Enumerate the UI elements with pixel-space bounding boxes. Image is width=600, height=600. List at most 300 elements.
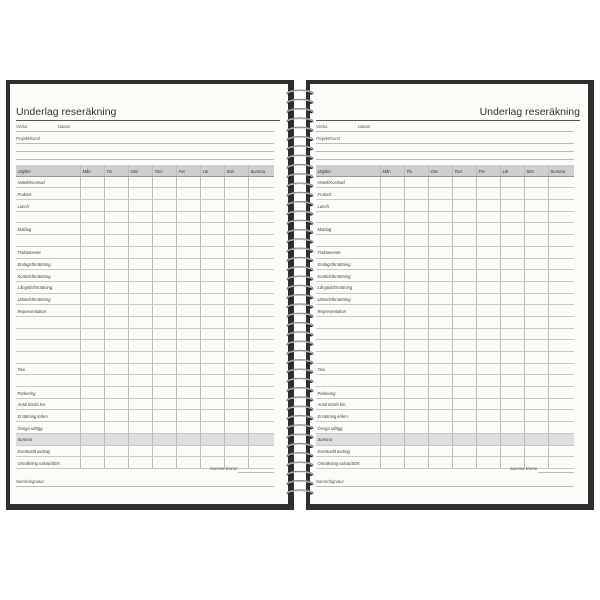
- entry-cell[interactable]: [105, 410, 129, 421]
- entry-cell[interactable]: [81, 188, 105, 199]
- entry-cell[interactable]: [81, 457, 105, 468]
- entry-cell[interactable]: [549, 410, 574, 421]
- entry-cell[interactable]: [405, 364, 429, 375]
- entry-cell[interactable]: [525, 352, 549, 363]
- entry-cell[interactable]: [225, 177, 249, 188]
- entry-cell[interactable]: [129, 270, 153, 281]
- entry-cell[interactable]: [549, 340, 574, 351]
- entry-cell[interactable]: [477, 329, 501, 340]
- entry-cell[interactable]: [405, 446, 429, 457]
- entry-cell[interactable]: [381, 446, 405, 457]
- entry-cell[interactable]: [177, 223, 201, 234]
- entry-cell[interactable]: [225, 375, 249, 386]
- entry-cell[interactable]: [453, 177, 477, 188]
- entry-cell[interactable]: [177, 270, 201, 281]
- signature-field[interactable]: [16, 486, 274, 487]
- entry-cell[interactable]: [153, 317, 177, 328]
- entry-cell[interactable]: [381, 434, 405, 445]
- entry-cell[interactable]: [225, 410, 249, 421]
- entry-cell[interactable]: [105, 422, 129, 433]
- entry-cell[interactable]: [477, 446, 501, 457]
- week-date-field[interactable]: [316, 131, 574, 132]
- entry-cell[interactable]: [105, 223, 129, 234]
- entry-cell[interactable]: [381, 223, 405, 234]
- project-field-line[interactable]: [316, 159, 574, 160]
- entry-cell[interactable]: [549, 422, 574, 433]
- entry-cell[interactable]: [453, 247, 477, 258]
- entry-cell[interactable]: [405, 305, 429, 316]
- entry-cell[interactable]: [525, 434, 549, 445]
- entry-cell[interactable]: [81, 259, 105, 270]
- entry-cell[interactable]: [549, 364, 574, 375]
- entry-cell[interactable]: [453, 340, 477, 351]
- entry-cell[interactable]: [501, 247, 525, 258]
- entry-cell[interactable]: [501, 387, 525, 398]
- entry-cell[interactable]: [381, 212, 405, 223]
- entry-cell[interactable]: [201, 399, 225, 410]
- entry-cell[interactable]: [81, 387, 105, 398]
- entry-cell[interactable]: [177, 329, 201, 340]
- entry-cell[interactable]: [501, 352, 525, 363]
- entry-cell[interactable]: [381, 364, 405, 375]
- entry-cell[interactable]: [549, 352, 574, 363]
- entry-cell[interactable]: [105, 188, 129, 199]
- entry-cell[interactable]: [501, 305, 525, 316]
- entry-cell[interactable]: [129, 235, 153, 246]
- entry-cell[interactable]: [105, 235, 129, 246]
- entry-cell[interactable]: [405, 340, 429, 351]
- entry-cell[interactable]: [501, 340, 525, 351]
- entry-cell[interactable]: [405, 188, 429, 199]
- entry-cell[interactable]: [81, 364, 105, 375]
- entry-cell[interactable]: [501, 364, 525, 375]
- entry-cell[interactable]: [501, 434, 525, 445]
- entry-cell[interactable]: [153, 375, 177, 386]
- entry-cell[interactable]: [429, 399, 453, 410]
- entry-cell[interactable]: [525, 364, 549, 375]
- entry-cell[interactable]: [129, 422, 153, 433]
- entry-cell[interactable]: [249, 282, 274, 293]
- entry-cell[interactable]: [225, 235, 249, 246]
- entry-cell[interactable]: [477, 434, 501, 445]
- entry-cell[interactable]: [405, 317, 429, 328]
- entry-cell[interactable]: [429, 223, 453, 234]
- entry-cell[interactable]: [453, 259, 477, 270]
- entry-cell[interactable]: [549, 375, 574, 386]
- entry-cell[interactable]: [201, 212, 225, 223]
- entry-cell[interactable]: [225, 364, 249, 375]
- entry-cell[interactable]: [105, 387, 129, 398]
- entry-cell[interactable]: [81, 212, 105, 223]
- entry-cell[interactable]: [201, 434, 225, 445]
- entry-cell[interactable]: [549, 235, 574, 246]
- entry-cell[interactable]: [405, 457, 429, 468]
- entry-cell[interactable]: [405, 223, 429, 234]
- entry-cell[interactable]: [201, 422, 225, 433]
- entry-cell[interactable]: [477, 422, 501, 433]
- entry-cell[interactable]: [477, 364, 501, 375]
- entry-cell[interactable]: [549, 200, 574, 211]
- entry-cell[interactable]: [549, 259, 574, 270]
- entry-cell[interactable]: [201, 446, 225, 457]
- entry-cell[interactable]: [525, 375, 549, 386]
- entry-cell[interactable]: [477, 399, 501, 410]
- entry-cell[interactable]: [225, 188, 249, 199]
- entry-cell[interactable]: [453, 270, 477, 281]
- entry-cell[interactable]: [177, 375, 201, 386]
- entry-cell[interactable]: [501, 422, 525, 433]
- entry-cell[interactable]: [525, 387, 549, 398]
- entry-cell[interactable]: [129, 282, 153, 293]
- entry-cell[interactable]: [201, 352, 225, 363]
- entry-cell[interactable]: [201, 282, 225, 293]
- entry-cell[interactable]: [81, 340, 105, 351]
- entry-cell[interactable]: [153, 305, 177, 316]
- entry-cell[interactable]: [177, 235, 201, 246]
- entry-cell[interactable]: [453, 375, 477, 386]
- entry-cell[interactable]: [525, 422, 549, 433]
- entry-cell[interactable]: [153, 282, 177, 293]
- entry-cell[interactable]: [453, 422, 477, 433]
- entry-cell[interactable]: [153, 329, 177, 340]
- entry-cell[interactable]: [105, 352, 129, 363]
- entry-cell[interactable]: [477, 223, 501, 234]
- entry-cell[interactable]: [525, 223, 549, 234]
- entry-cell[interactable]: [81, 200, 105, 211]
- entry-cell[interactable]: [525, 212, 549, 223]
- entry-cell[interactable]: [429, 305, 453, 316]
- entry-cell[interactable]: [129, 305, 153, 316]
- entry-cell[interactable]: [453, 212, 477, 223]
- entry-cell[interactable]: [429, 235, 453, 246]
- entry-cell[interactable]: [405, 247, 429, 258]
- entry-cell[interactable]: [453, 305, 477, 316]
- entry-cell[interactable]: [525, 200, 549, 211]
- entry-cell[interactable]: [429, 247, 453, 258]
- entry-cell[interactable]: [429, 294, 453, 305]
- entry-cell[interactable]: [201, 317, 225, 328]
- entry-cell[interactable]: [249, 434, 274, 445]
- entry-cell[interactable]: [81, 223, 105, 234]
- entry-cell[interactable]: [81, 329, 105, 340]
- entry-cell[interactable]: [153, 387, 177, 398]
- entry-cell[interactable]: [477, 212, 501, 223]
- entry-cell[interactable]: [81, 422, 105, 433]
- entry-cell[interactable]: [249, 212, 274, 223]
- entry-cell[interactable]: [477, 247, 501, 258]
- entry-cell[interactable]: [453, 188, 477, 199]
- entry-cell[interactable]: [429, 457, 453, 468]
- entry-cell[interactable]: [249, 352, 274, 363]
- entry-cell[interactable]: [153, 434, 177, 445]
- entry-cell[interactable]: [225, 446, 249, 457]
- entry-cell[interactable]: [129, 352, 153, 363]
- entry-cell[interactable]: [153, 422, 177, 433]
- entry-cell[interactable]: [525, 235, 549, 246]
- entry-cell[interactable]: [381, 387, 405, 398]
- entry-cell[interactable]: [381, 235, 405, 246]
- entry-cell[interactable]: [129, 340, 153, 351]
- entry-cell[interactable]: [477, 282, 501, 293]
- entry-cell[interactable]: [201, 270, 225, 281]
- entry-cell[interactable]: [501, 294, 525, 305]
- entry-cell[interactable]: [177, 294, 201, 305]
- entry-cell[interactable]: [129, 364, 153, 375]
- entry-cell[interactable]: [177, 212, 201, 223]
- entry-cell[interactable]: [81, 410, 105, 421]
- entry-cell[interactable]: [105, 375, 129, 386]
- entry-cell[interactable]: [429, 329, 453, 340]
- entry-cell[interactable]: [549, 294, 574, 305]
- entry-cell[interactable]: [429, 317, 453, 328]
- entry-cell[interactable]: [477, 294, 501, 305]
- entry-cell[interactable]: [549, 387, 574, 398]
- entry-cell[interactable]: [129, 387, 153, 398]
- entry-cell[interactable]: [177, 387, 201, 398]
- entry-cell[interactable]: [201, 340, 225, 351]
- entry-cell[interactable]: [249, 223, 274, 234]
- entry-cell[interactable]: [105, 177, 129, 188]
- entry-cell[interactable]: [81, 235, 105, 246]
- entry-cell[interactable]: [129, 317, 153, 328]
- entry-cell[interactable]: [525, 282, 549, 293]
- entry-cell[interactable]: [381, 294, 405, 305]
- entry-cell[interactable]: [249, 177, 274, 188]
- entry-cell[interactable]: [201, 235, 225, 246]
- entry-cell[interactable]: [501, 399, 525, 410]
- entry-cell[interactable]: [549, 188, 574, 199]
- entry-cell[interactable]: [153, 340, 177, 351]
- entry-cell[interactable]: [249, 317, 274, 328]
- entry-cell[interactable]: [501, 329, 525, 340]
- entry-cell[interactable]: [453, 317, 477, 328]
- entry-cell[interactable]: [453, 410, 477, 421]
- entry-cell[interactable]: [81, 434, 105, 445]
- entry-cell[interactable]: [525, 270, 549, 281]
- entry-cell[interactable]: [201, 177, 225, 188]
- entry-cell[interactable]: [225, 340, 249, 351]
- entry-cell[interactable]: [549, 329, 574, 340]
- week-date-field[interactable]: [16, 131, 274, 132]
- entry-cell[interactable]: [429, 200, 453, 211]
- entry-cell[interactable]: [177, 259, 201, 270]
- entry-cell[interactable]: [177, 352, 201, 363]
- entry-cell[interactable]: [549, 317, 574, 328]
- entry-cell[interactable]: [177, 305, 201, 316]
- entry-cell[interactable]: [177, 446, 201, 457]
- entry-cell[interactable]: [405, 282, 429, 293]
- entry-cell[interactable]: [177, 177, 201, 188]
- entry-cell[interactable]: [249, 270, 274, 281]
- project-field-line[interactable]: [316, 151, 574, 152]
- entry-cell[interactable]: [549, 177, 574, 188]
- entry-cell[interactable]: [225, 259, 249, 270]
- entry-cell[interactable]: [429, 188, 453, 199]
- entry-cell[interactable]: [549, 247, 574, 258]
- entry-cell[interactable]: [129, 434, 153, 445]
- entry-cell[interactable]: [105, 270, 129, 281]
- entry-cell[interactable]: [405, 177, 429, 188]
- entry-cell[interactable]: [201, 375, 225, 386]
- entry-cell[interactable]: [477, 270, 501, 281]
- entry-cell[interactable]: [105, 446, 129, 457]
- entry-cell[interactable]: [81, 294, 105, 305]
- entry-cell[interactable]: [177, 364, 201, 375]
- entry-cell[interactable]: [525, 188, 549, 199]
- entry-cell[interactable]: [153, 270, 177, 281]
- entry-cell[interactable]: [429, 387, 453, 398]
- entry-cell[interactable]: [453, 434, 477, 445]
- entry-cell[interactable]: [249, 259, 274, 270]
- entry-cell[interactable]: [225, 247, 249, 258]
- entry-cell[interactable]: [477, 410, 501, 421]
- entry-cell[interactable]: [453, 329, 477, 340]
- entry-cell[interactable]: [477, 200, 501, 211]
- entry-cell[interactable]: [381, 375, 405, 386]
- entry-cell[interactable]: [177, 410, 201, 421]
- entry-cell[interactable]: [525, 410, 549, 421]
- project-field-line[interactable]: [16, 159, 274, 160]
- entry-cell[interactable]: [525, 305, 549, 316]
- entry-cell[interactable]: [129, 294, 153, 305]
- entry-cell[interactable]: [201, 364, 225, 375]
- entry-cell[interactable]: [225, 422, 249, 433]
- entry-cell[interactable]: [153, 259, 177, 270]
- entry-cell[interactable]: [381, 305, 405, 316]
- entry-cell[interactable]: [405, 422, 429, 433]
- project-field-line[interactable]: [16, 143, 274, 144]
- entry-cell[interactable]: [405, 270, 429, 281]
- total-field[interactable]: [238, 472, 274, 473]
- entry-cell[interactable]: [429, 446, 453, 457]
- entry-cell[interactable]: [105, 212, 129, 223]
- entry-cell[interactable]: [201, 305, 225, 316]
- entry-cell[interactable]: [405, 259, 429, 270]
- entry-cell[interactable]: [105, 329, 129, 340]
- entry-cell[interactable]: [129, 200, 153, 211]
- entry-cell[interactable]: [153, 410, 177, 421]
- entry-cell[interactable]: [201, 329, 225, 340]
- entry-cell[interactable]: [225, 329, 249, 340]
- entry-cell[interactable]: [477, 188, 501, 199]
- entry-cell[interactable]: [381, 270, 405, 281]
- entry-cell[interactable]: [153, 235, 177, 246]
- entry-cell[interactable]: [381, 177, 405, 188]
- entry-cell[interactable]: [249, 340, 274, 351]
- entry-cell[interactable]: [177, 340, 201, 351]
- entry-cell[interactable]: [225, 294, 249, 305]
- entry-cell[interactable]: [81, 375, 105, 386]
- entry-cell[interactable]: [249, 446, 274, 457]
- entry-cell[interactable]: [525, 259, 549, 270]
- entry-cell[interactable]: [153, 212, 177, 223]
- entry-cell[interactable]: [105, 340, 129, 351]
- entry-cell[interactable]: [501, 410, 525, 421]
- entry-cell[interactable]: [453, 364, 477, 375]
- entry-cell[interactable]: [405, 235, 429, 246]
- entry-cell[interactable]: [381, 352, 405, 363]
- entry-cell[interactable]: [201, 410, 225, 421]
- entry-cell[interactable]: [525, 340, 549, 351]
- entry-cell[interactable]: [405, 375, 429, 386]
- entry-cell[interactable]: [381, 247, 405, 258]
- entry-cell[interactable]: [129, 223, 153, 234]
- entry-cell[interactable]: [201, 259, 225, 270]
- entry-cell[interactable]: [477, 375, 501, 386]
- entry-cell[interactable]: [429, 434, 453, 445]
- entry-cell[interactable]: [453, 235, 477, 246]
- entry-cell[interactable]: [249, 422, 274, 433]
- entry-cell[interactable]: [405, 387, 429, 398]
- entry-cell[interactable]: [501, 375, 525, 386]
- entry-cell[interactable]: [225, 282, 249, 293]
- entry-cell[interactable]: [153, 364, 177, 375]
- entry-cell[interactable]: [225, 399, 249, 410]
- entry-cell[interactable]: [501, 223, 525, 234]
- entry-cell[interactable]: [249, 305, 274, 316]
- entry-cell[interactable]: [249, 387, 274, 398]
- entry-cell[interactable]: [453, 282, 477, 293]
- entry-cell[interactable]: [105, 247, 129, 258]
- entry-cell[interactable]: [381, 317, 405, 328]
- entry-cell[interactable]: [429, 364, 453, 375]
- entry-cell[interactable]: [477, 177, 501, 188]
- entry-cell[interactable]: [477, 259, 501, 270]
- entry-cell[interactable]: [105, 434, 129, 445]
- entry-cell[interactable]: [129, 259, 153, 270]
- entry-cell[interactable]: [249, 457, 274, 468]
- entry-cell[interactable]: [549, 399, 574, 410]
- entry-cell[interactable]: [549, 457, 574, 468]
- entry-cell[interactable]: [405, 294, 429, 305]
- entry-cell[interactable]: [105, 305, 129, 316]
- entry-cell[interactable]: [405, 434, 429, 445]
- entry-cell[interactable]: [153, 223, 177, 234]
- signature-field[interactable]: [316, 486, 574, 487]
- entry-cell[interactable]: [525, 446, 549, 457]
- entry-cell[interactable]: [429, 177, 453, 188]
- entry-cell[interactable]: [549, 446, 574, 457]
- entry-cell[interactable]: [381, 410, 405, 421]
- entry-cell[interactable]: [477, 340, 501, 351]
- entry-cell[interactable]: [525, 294, 549, 305]
- entry-cell[interactable]: [381, 259, 405, 270]
- entry-cell[interactable]: [153, 177, 177, 188]
- entry-cell[interactable]: [453, 223, 477, 234]
- entry-cell[interactable]: [81, 317, 105, 328]
- entry-cell[interactable]: [153, 446, 177, 457]
- entry-cell[interactable]: [501, 270, 525, 281]
- entry-cell[interactable]: [249, 364, 274, 375]
- entry-cell[interactable]: [477, 235, 501, 246]
- entry-cell[interactable]: [81, 352, 105, 363]
- entry-cell[interactable]: [549, 305, 574, 316]
- entry-cell[interactable]: [381, 282, 405, 293]
- entry-cell[interactable]: [249, 247, 274, 258]
- entry-cell[interactable]: [225, 305, 249, 316]
- entry-cell[interactable]: [549, 434, 574, 445]
- entry-cell[interactable]: [453, 294, 477, 305]
- entry-cell[interactable]: [453, 446, 477, 457]
- entry-cell[interactable]: [105, 259, 129, 270]
- entry-cell[interactable]: [129, 457, 153, 468]
- entry-cell[interactable]: [549, 223, 574, 234]
- entry-cell[interactable]: [105, 282, 129, 293]
- entry-cell[interactable]: [429, 422, 453, 433]
- entry-cell[interactable]: [249, 188, 274, 199]
- entry-cell[interactable]: [129, 375, 153, 386]
- entry-cell[interactable]: [81, 247, 105, 258]
